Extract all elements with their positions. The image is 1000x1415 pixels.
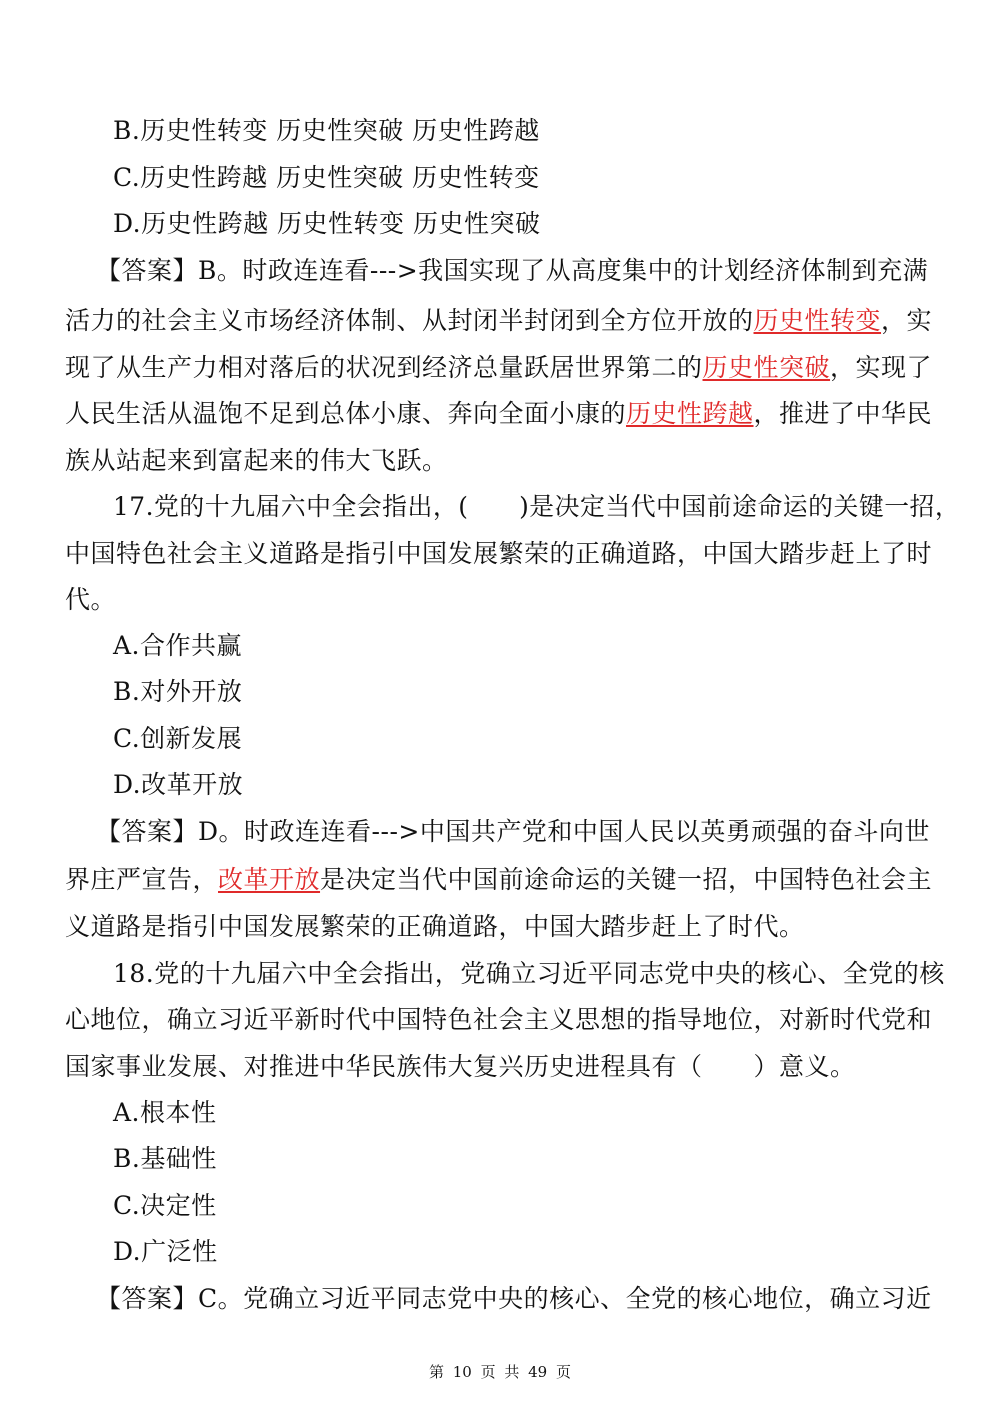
q18-option-b: B.基础性 [113, 1144, 217, 1173]
q16-answer-line-3 [65, 352, 932, 384]
q16-answer-text: 现了从生产力相对落后的状况到经济总量跃居世界第二的 [65, 353, 703, 382]
q16-answer-text: ，实 [881, 306, 933, 335]
q18-answer-line-1: 【答案】C。党确立习近平同志党中央的核心、全党的核心地位，确立习近 [96, 1284, 932, 1313]
q16-answer-highlight: 历史性转变 [753, 306, 882, 335]
q18-option-a: A.根本性 [113, 1098, 217, 1127]
q18-option-c: C.决定性 [113, 1191, 217, 1220]
q17-option-a: A.合作共赢 [113, 631, 243, 660]
q17-answer-text: 界庄严宣告， [65, 865, 219, 894]
q16-answer-text: ，实现了 [830, 353, 933, 382]
q18-stem-line-2: 心地位，确立习近平新时代中国特色社会主义思想的指导地位，对新时代党和 [65, 1005, 933, 1034]
q16-option-c: C.历史性跨越 历史性突破 历史性转变 [113, 163, 540, 192]
q18-stem-line-3: 国家事业发展、对推进中华民族伟大复兴历史进程具有（ ）意义。 [65, 1052, 856, 1081]
q16-answer-highlight: 历史性突破 [702, 353, 831, 382]
q17-option-d: D.改革开放 [113, 770, 244, 799]
q17-option-b: B.对外开放 [113, 677, 243, 706]
q16-answer-highlight: 历史性跨越 [626, 399, 754, 428]
q17-stem-line-3: 代。 [65, 585, 117, 614]
q17-stem-line-1: 17.党的十九届六中全会指出，( )是决定当代中国前途命运的关键一招， [113, 492, 961, 521]
q16-answer-line-2 [65, 305, 932, 337]
q16-option-b: B.历史性转变 历史性突破 历史性跨越 [113, 116, 540, 145]
page-number-footer: 第 10 页 共 49 页 [428, 1363, 571, 1381]
q17-stem-line-2: 中国特色社会主义道路是指引中国发展繁荣的正确道路，中国大踏步赶上了时 [65, 539, 933, 568]
q18-stem-line-1: 18.党的十九届六中全会指出，党确立习近平同志党中央的核心、全党的核 [113, 959, 945, 988]
q18-option-d: D.广泛性 [113, 1237, 218, 1266]
q17-answer-highlight: 改革开放 [218, 865, 321, 894]
q17-answer-line-1: 【答案】D。时政连连看--->中国共产党和中国人民以英勇顽强的奋斗向世 [96, 817, 930, 846]
q16-answer-line-5: 族从站起来到富起来的伟大飞跃。 [65, 446, 448, 475]
q17-answer-line-3: 义道路是指引中国发展繁荣的正确道路，中国大踏步赶上了时代。 [65, 912, 805, 941]
q17-answer-line-2 [65, 864, 932, 896]
q16-answer-line-1: 【答案】B。时政连连看--->我国实现了从高度集中的计划经济体制到充满 [96, 256, 929, 285]
q16-answer-text: 活力的社会主义市场经济体制、从封闭半封闭到全方位开放的 [65, 306, 754, 335]
q16-answer-text: ，推进了中华民 [753, 399, 933, 428]
q16-answer-text: 人民生活从温饱不足到总体小康、奔向全面小康的 [65, 399, 627, 428]
q16-answer-line-4 [65, 398, 932, 430]
q17-option-c: C.创新发展 [113, 724, 243, 753]
q17-answer-text: 是决定当代中国前途命运的关键一招，中国特色社会主 [320, 865, 933, 894]
q16-option-d: D.历史性跨越 历史性转变 历史性突破 [113, 209, 541, 238]
